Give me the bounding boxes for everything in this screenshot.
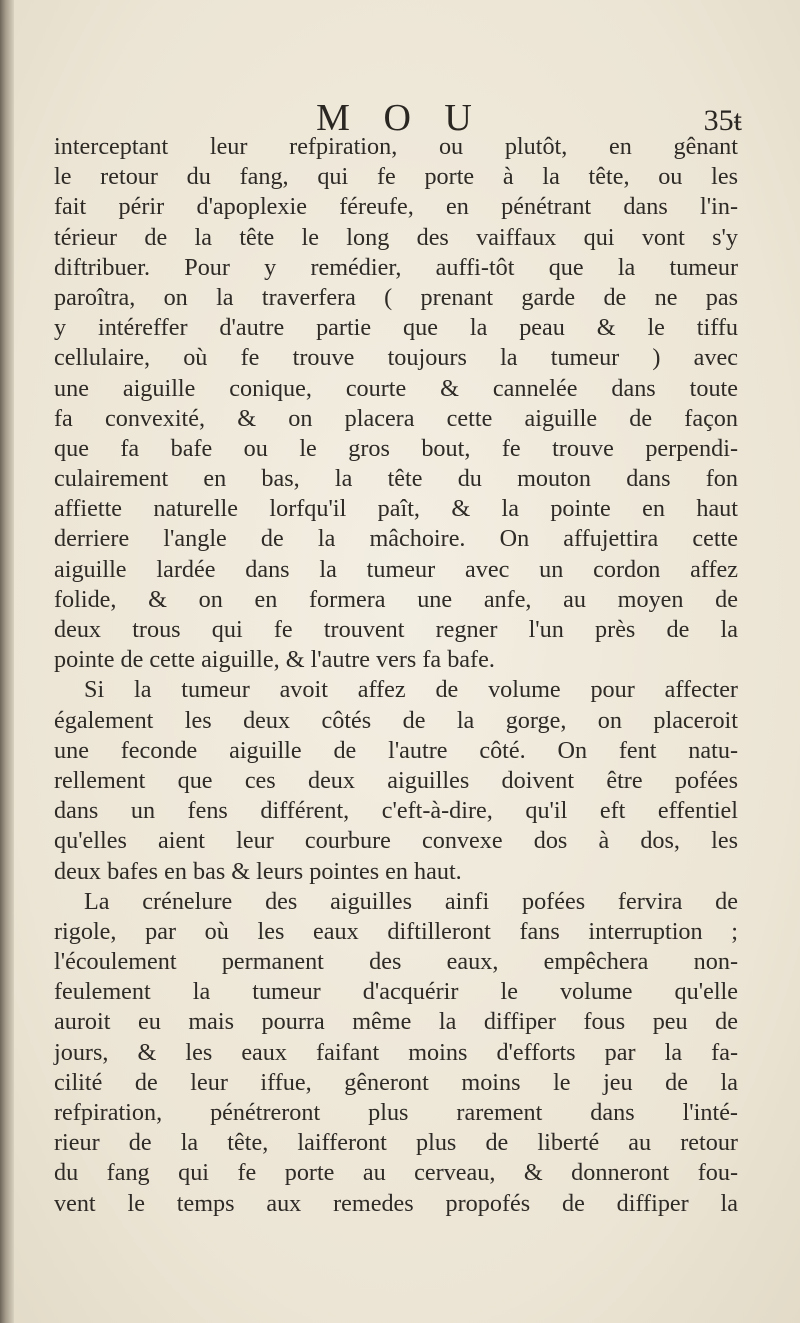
body-text: [54, 132, 738, 1219]
text-line: que fa bafe ou le gros bout, fe trouve perpendi-: [54, 434, 738, 462]
text-line: rellement que ces deux aiguilles doivent être pofées: [54, 766, 738, 794]
text-line: rigole, par où les eaux diftilleront fans interruption ;: [54, 917, 738, 945]
text-line: diftribuer. Pour y remédier, auffi-tôt que la tumeur: [54, 253, 738, 281]
text-line: rieur de la tête, laifferont plus de liberté au retour: [54, 1129, 738, 1157]
text-line: du fang qui fe porte au cerveau, & donneront fou-: [54, 1159, 738, 1187]
text-line: une feconde aiguille de l'autre côté. On fent natu-: [54, 736, 738, 764]
text-line: La crénelure des aiguilles ainfi pofées fervira de: [84, 887, 738, 915]
text-line: le retour du fang, qui fe porte à la tête, ou les: [54, 163, 738, 191]
running-title: M O U: [316, 97, 484, 139]
text-line: folide, & on en formera une anfe, au moyen de: [54, 585, 738, 613]
text-line: interceptant leur refpiration, ou plutôt, en gênant: [54, 133, 738, 160]
text-line: l'écoulement permanent des eaux, empêchera non-: [54, 948, 738, 976]
text-line: feulement la tumeur d'acquérir le volume qu'elle: [54, 978, 738, 1006]
text-line: deux trous qui fe trouvent regner l'un près de la: [54, 616, 738, 643]
text-line: refpiration, pénétreront plus rarement dans l'inté-: [54, 1099, 738, 1126]
text-line: affiette naturelle lorfqu'il paît, & la pointe en haut: [54, 495, 738, 523]
text-line: y intéreffer d'autre partie que la peau & le tiffu: [54, 314, 738, 342]
text-line: auroit eu mais pourra même la diffiper fous peu de: [54, 1008, 738, 1036]
text-line: jours, & les eaux faifant moins d'efforts par la fa-: [54, 1038, 738, 1066]
text-line: également les deux côtés de la gorge, on placeroit: [54, 706, 738, 734]
text-line: fait périr d'apoplexie féreufe, en pénétrant dans l'in-: [54, 193, 738, 221]
text-line: deux bafes en bas & leurs pointes en haut.: [54, 857, 462, 885]
text-line: Si la tumeur avoit affez de volume pour affecter: [84, 676, 738, 704]
text-line: pointe de cette aiguille, & l'autre vers fa bafe.: [54, 646, 495, 674]
text-line: derriere l'angle de la mâchoire. On affujettira cette: [54, 525, 738, 553]
text-line: qu'elles aient leur courbure convexe dos à dos, les: [54, 827, 738, 855]
text-line: cellulaire, où fe trouve toujours la tumeur ) avec: [54, 344, 738, 372]
text-line: térieur de la tête le long des vaiffaux qui vont s'y: [54, 223, 738, 251]
text-line: paroîtra, on la traverfera ( prenant garde de ne pas: [54, 283, 738, 311]
page-number: 35ŧ: [703, 104, 742, 137]
text-line: cilité de leur iffue, gêneront moins le jeu de la: [54, 1068, 738, 1096]
text-line: aiguille lardée dans la tumeur avec un cordon affez: [54, 555, 738, 583]
text-line: culairement en bas, la tête du mouton dans fon: [54, 465, 738, 493]
text-line: une aiguille conique, courte & cannelée dans toute: [54, 374, 738, 402]
page-spine-edge: [0, 0, 14, 1323]
text-line: vent le temps aux remedes propofés de diffiper la: [54, 1189, 738, 1217]
text-line: dans un fens différent, c'eft-à-dire, qu'il eft effentiel: [54, 797, 738, 825]
text-line: fa convexité, & on placera cette aiguille de façon: [54, 404, 738, 432]
